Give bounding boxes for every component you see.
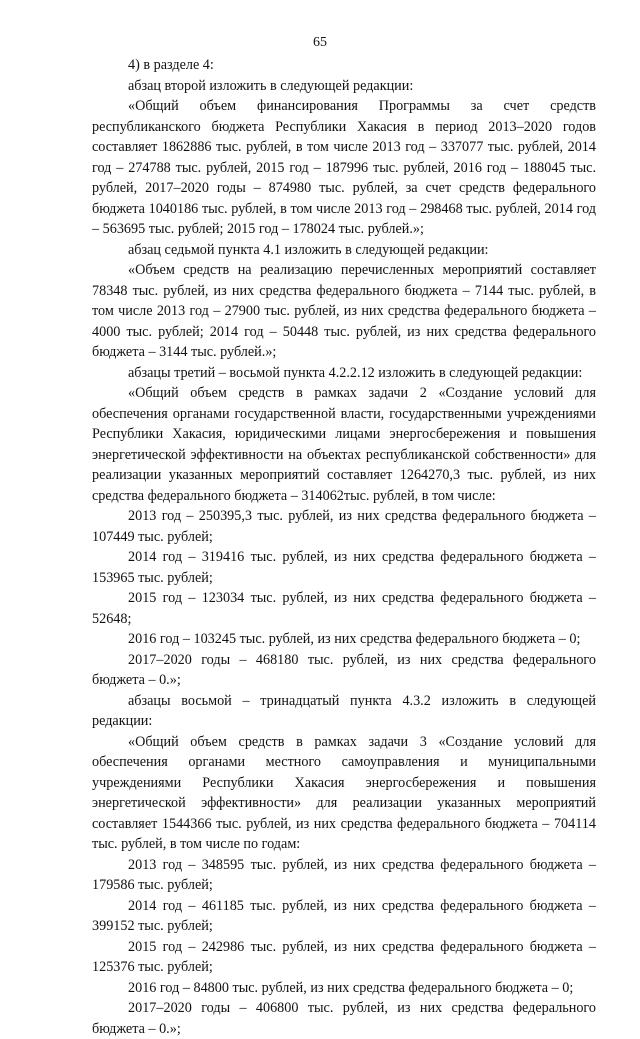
paragraph-amend-4-3-2: абзацы восьмой – тринадцатый пункта 4.3.2 изложить в следующей редакции: [92,692,596,729]
paragraph-task-3-2015: 2015 год – 242986 тыс. рублей, из них средства федерального бюджета – 125376 тыс. рублей; [92,938,596,975]
paragraph-total-financing: «Общий объем финансирования Программы за счет средств республиканского бюджета Республики Хакасия в период 2013–2020 годов составляет 1862886 тыс. рублей, в том числе 2013 год – 337077 тыс. рублей, 2014 год – 274788 тыс. рублей, 2015 год – 187996 тыс. рублей, 2016 год – 188045 тыс. рублей, 2017–2020 годы – 874980 тыс. рублей, за счет средств федерального бюджета 1040186 тыс. рублей, в том числе 2013 год – 298468 тыс. рублей, 2014 год – 563695 тыс. рублей; 2015 год – 178024 тыс. рублей.»; [92,98,596,237]
paragraph-task-3-2013: 2013 год – 348595 тыс. рублей, из них средства федерального бюджета – 179586 тыс. рублей; [92,856,596,893]
paragraph-section-4: 4) в разделе 4: [128,57,214,73]
paragraph-task-2-2017-2020: 2017–2020 годы – 468180 тыс. рублей, из них средства федерального бюджета – 0.»; [92,651,596,688]
paragraph-task-3-2014: 2014 год – 461185 тыс. рублей, из них средства федерального бюджета – 399152 тыс. рублей; [92,897,596,934]
paragraph-measures-volume: «Объем средств на реализацию перечисленных мероприятий составляет 78348 тыс. рублей, из них средства федерального бюджета – 7144 тыс. рублей, в том числе 2013 год – 27900 тыс. рублей, из них средства федерального бюджета – 4000 тыс. рублей; 2014 год – 50448 тыс. рублей, из них средства федерального бюджета – 3144 тыс. рублей.»; [92,262,596,360]
page-number: 65 [313,35,327,50]
paragraph-task-3-2016: 2016 год – 84800 тыс. рублей, из них средства федерального бюджета – 0; [128,979,574,996]
paragraph-task-2-total: «Общий объем средств в рамках задачи 2 «Создание условий для обеспечения органами государственной власти, государственными учреждениями Республики Хакасия, юридическими лицами энергосбережения и повышения энергетической эффективности на объектах республиканской собственности» для реализации указанных мероприятий составляет 1264270,3 тыс. рублей, из них средства федерального бюджета – 314062тыс. рублей, в том числе: [92,385,596,504]
paragraph-task-2-2013: 2013 год – 250395,3 тыс. рублей, из них средства федерального бюджета – 107449 тыс. рублей; [92,508,596,545]
paragraph-task-2-2014: 2014 год – 319416 тыс. рублей, из них средства федерального бюджета – 153965 тыс. рублей; [92,549,596,586]
paragraph-task-3-total: «Общий объем средств в рамках задачи 3 «Создание условий для обеспечения органами местного самоуправления и муниципальными учреждениями Республики Хакасия энергосбережения и повышения энергетической эффективности» для реализации указанных мероприятий составляет 1544366 тыс. рублей, из них средства федерального бюджета – 704114 тыс. рублей, в том числе по годам: [92,733,596,852]
document-body [92,55,596,1039]
paragraph-task-3-2017-2020: 2017–2020 годы – 406800 тыс. рублей, из них средства федерального бюджета – 0.»; [92,1000,596,1037]
paragraph-amend-seventh: абзац седьмой пункта 4.1 изложить в следующей редакции: [128,241,489,258]
paragraph-task-2-2016: 2016 год – 103245 тыс. рублей, из них средства федерального бюджета – 0; [128,631,581,647]
paragraph-task-2-2015: 2015 год – 123034 тыс. рублей, из них средства федерального бюджета – 52648; [92,590,596,627]
paragraph-amend-4-2-2-12: абзацы третий – восьмой пункта 4.2.2.12 изложить в следующей редакции: [128,364,583,381]
paragraph-amend-second: абзац второй изложить в следующей редакции: [128,77,414,94]
